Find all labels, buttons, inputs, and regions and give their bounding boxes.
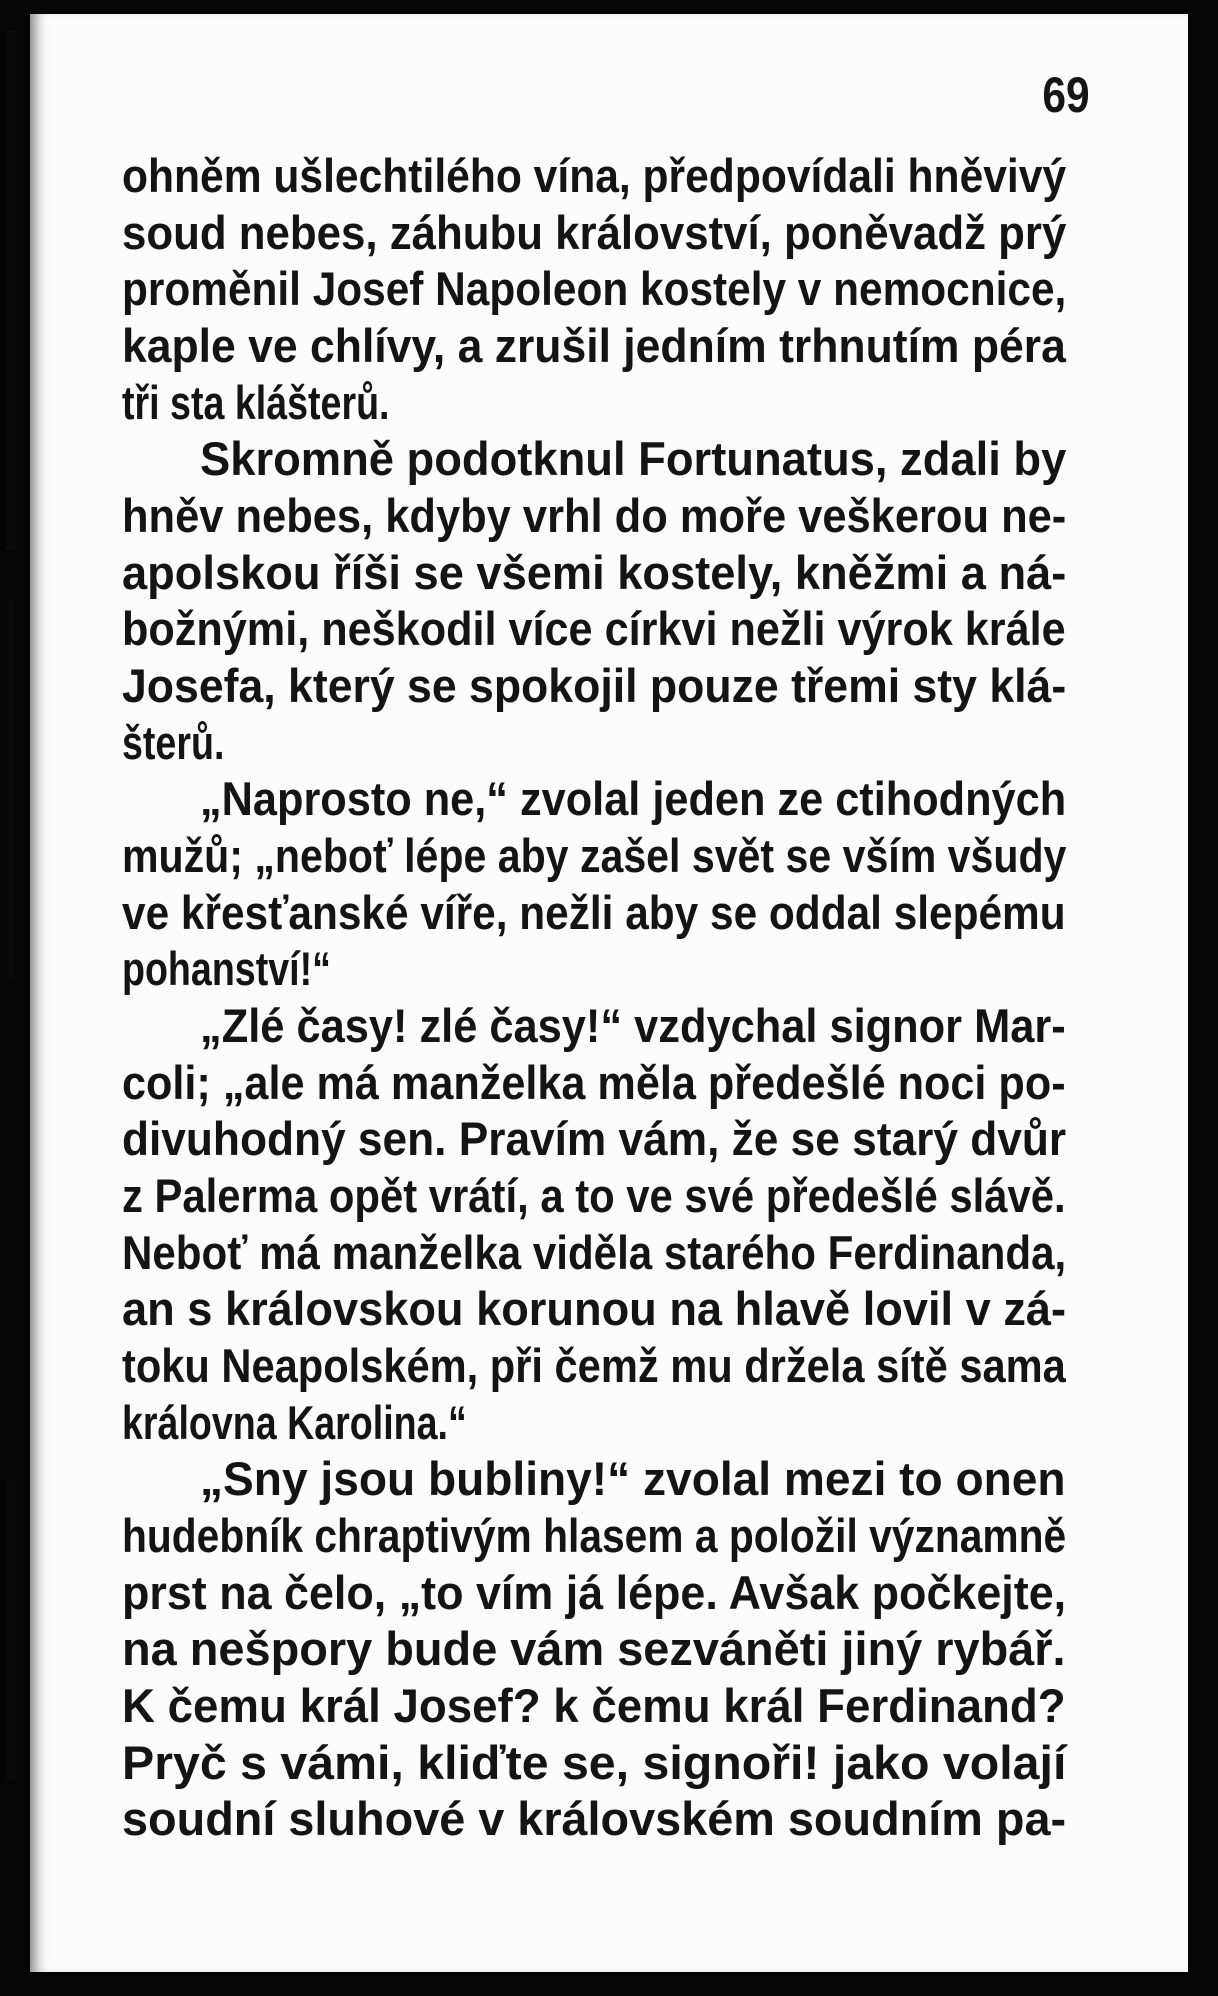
text-line: na nešpory bude vám sezváněti jiný rybář.: [122, 1622, 1066, 1675]
text-line: Skromně podotknul Fortunatus, zdali by: [200, 432, 1067, 485]
binding-shadow: [6, 1480, 16, 1780]
binding-shadow: [6, 30, 16, 550]
text-line: Pryč s vámi, kliďte se, signoři! jako volají: [122, 1736, 1067, 1789]
text-line: proměnil Josef Napoleon kostely v nemocnice,: [122, 262, 1067, 315]
text-line: hněv nebes, kdyby vrhl do moře veškerou ne-: [122, 489, 1067, 542]
text-line: šterů.: [122, 716, 225, 769]
text-line: K čemu král Josef? k čemu král Ferdinand?: [122, 1679, 1066, 1732]
text-line: královna Karolina.“: [122, 1396, 467, 1449]
text-line: z Palerma opět vrátí, a to ve své předešlé slávě.: [122, 1169, 1066, 1222]
text-line: soud nebes, záhubu království, poněvadž prý: [122, 206, 1067, 259]
text-line: Josefa, který se spokojil pouze třemi sty klá-: [122, 659, 1067, 712]
text-line: „Sny jsou bubliny!“ zvolal mezi to onen: [200, 1452, 1066, 1505]
text-line: pohanství!“: [122, 942, 331, 995]
text-line: hudebník chraptivým hlasem a položil významně: [122, 1509, 1067, 1562]
text-line: ve křesťanské víře, nežli aby se oddal slepému: [122, 886, 1066, 939]
text-line: božnými, neškodil více církvi nežli výrok krále: [122, 602, 1066, 655]
text-line: an s královskou korunou na hlavě lovil v zá-: [122, 1282, 1067, 1335]
text-line: ohněm ušlechtilého vína, předpovídali hněvivý: [122, 149, 1067, 202]
binding-shadow: [8, 600, 15, 980]
text-line: kaple ve chlívy, a zrušil jedním trhnutím péra: [122, 319, 1066, 372]
text-line: tři sta klášterů.: [122, 376, 390, 429]
text-line: prst na čelo, „to vím já lépe. Avšak počkejte,: [122, 1566, 1067, 1619]
book-page: [30, 14, 1188, 1972]
page-text: [122, 148, 1066, 1848]
text-line: Neboť má manželka viděla starého Ferdinanda,: [122, 1226, 1067, 1279]
text-line: soudní sluhové v královském soudním pa-: [122, 1792, 1067, 1845]
text-line: apolskou říši se všemi kostely, kněžmi a ná-: [122, 546, 1067, 599]
text-line: divuhodný sen. Pravím vám, že se starý dvůr: [122, 1112, 1067, 1165]
text-line: coli; „ale má manželka měla předešlé noci po-: [122, 1056, 1066, 1109]
text-line: „Zlé časy! zlé časy!“ vzdychal signor Mar-: [200, 999, 1066, 1052]
text-line: toku Neapolském, při čemž mu držela sítě sama: [122, 1339, 1066, 1392]
text-line: mužů; „neboť lépe aby zašel svět se vším všudy: [122, 829, 1067, 882]
text-line: „Naprosto ne,“ zvolal jeden ze ctihodných: [200, 772, 1067, 825]
page-number: 69: [1042, 67, 1090, 123]
